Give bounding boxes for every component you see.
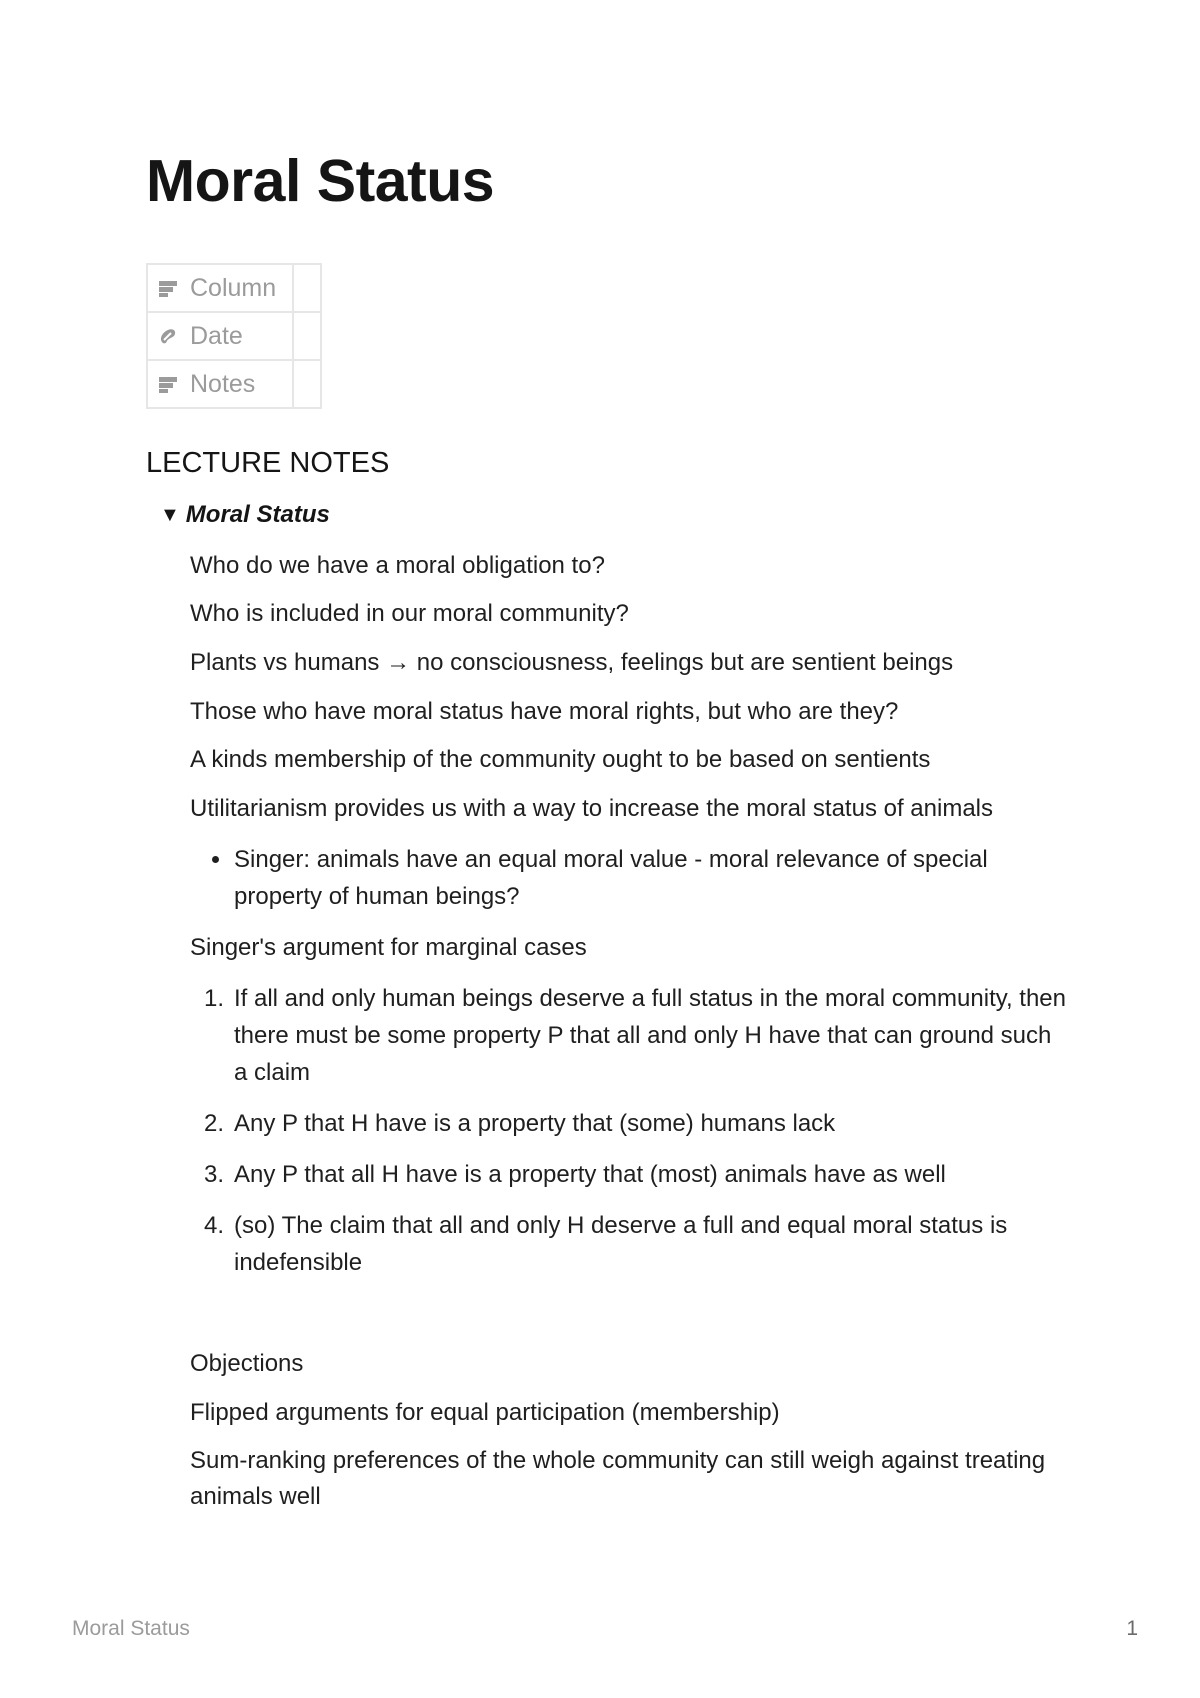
toggle-arrow-icon[interactable]: ▼ xyxy=(160,504,180,526)
paragraph: Objections xyxy=(190,1350,304,1377)
list-item-text: Any P that H have is a property that (some) humans lack xyxy=(234,1110,836,1137)
paragraph: Flipped arguments for equal participation (membership) xyxy=(190,1399,780,1426)
list-item-text: If all and only human beings deserve a full status in the moral community, then there must be some property P that all and only H have that can ground such a claim xyxy=(234,985,1066,1086)
property-value-column[interactable] xyxy=(293,264,321,312)
date-property-icon xyxy=(158,326,178,346)
properties-table xyxy=(146,263,322,409)
toggle-title: Moral Status xyxy=(185,501,330,528)
property-label-date: Date xyxy=(190,321,243,350)
numbered-list-item xyxy=(190,1207,1070,1281)
property-row-notes[interactable] xyxy=(147,360,321,408)
text-property-icon xyxy=(158,374,178,394)
list-item-text: Any P that all H have is a property that (most) animals have as well xyxy=(234,1161,946,1188)
paragraph: A kinds membership of the community ought to be based on sentients xyxy=(190,746,931,773)
text-property-icon xyxy=(158,278,178,298)
argument-heading: Singer's argument for marginal cases xyxy=(190,934,587,961)
bullet-text: Singer: animals have an equal moral value - moral relevance of special property of human beings? xyxy=(234,846,988,910)
list-number: 2. xyxy=(203,1110,224,1137)
paragraph: Plants vs humans → no consciousness, feelings but are sentient beings xyxy=(190,649,954,676)
paragraph: Those who have moral status have moral rights, but who are they? xyxy=(190,698,899,725)
paragraph: Who do we have a moral obligation to? xyxy=(190,552,605,579)
property-label-notes: Notes xyxy=(190,369,256,398)
page-number: 1 xyxy=(1126,1617,1138,1640)
list-number: 1. xyxy=(203,985,224,1012)
numbered-list-item xyxy=(190,1156,1070,1193)
bullet-list-item xyxy=(190,841,1070,915)
property-row-date[interactable] xyxy=(147,312,321,360)
paragraph: Sum-ranking preferences of the whole community can still weigh against treating animals well xyxy=(190,1447,1046,1510)
page-title: Moral Status xyxy=(146,148,495,214)
list-number: 4. xyxy=(203,1212,224,1239)
numbered-list-item xyxy=(190,980,1070,1091)
paragraph: Utilitarianism provides us with a way to increase the moral status of animals xyxy=(190,795,993,822)
property-value-notes[interactable] xyxy=(293,360,321,408)
property-row-column[interactable] xyxy=(147,264,321,312)
list-item-text: (so) The claim that all and only H deserve a full and equal moral status is indefensible xyxy=(234,1212,1008,1276)
property-value-date[interactable] xyxy=(293,312,321,360)
toggle-moral-status[interactable] xyxy=(160,499,330,531)
numbered-list-item xyxy=(190,1105,1070,1142)
property-label-column: Column xyxy=(190,273,277,302)
paragraph: Who is included in our moral community? xyxy=(190,600,629,627)
bullet-dot-icon xyxy=(212,856,219,863)
list-number: 3. xyxy=(203,1161,224,1188)
footer-title: Moral Status xyxy=(72,1617,190,1640)
section-heading: LECTURE NOTES xyxy=(146,447,390,479)
